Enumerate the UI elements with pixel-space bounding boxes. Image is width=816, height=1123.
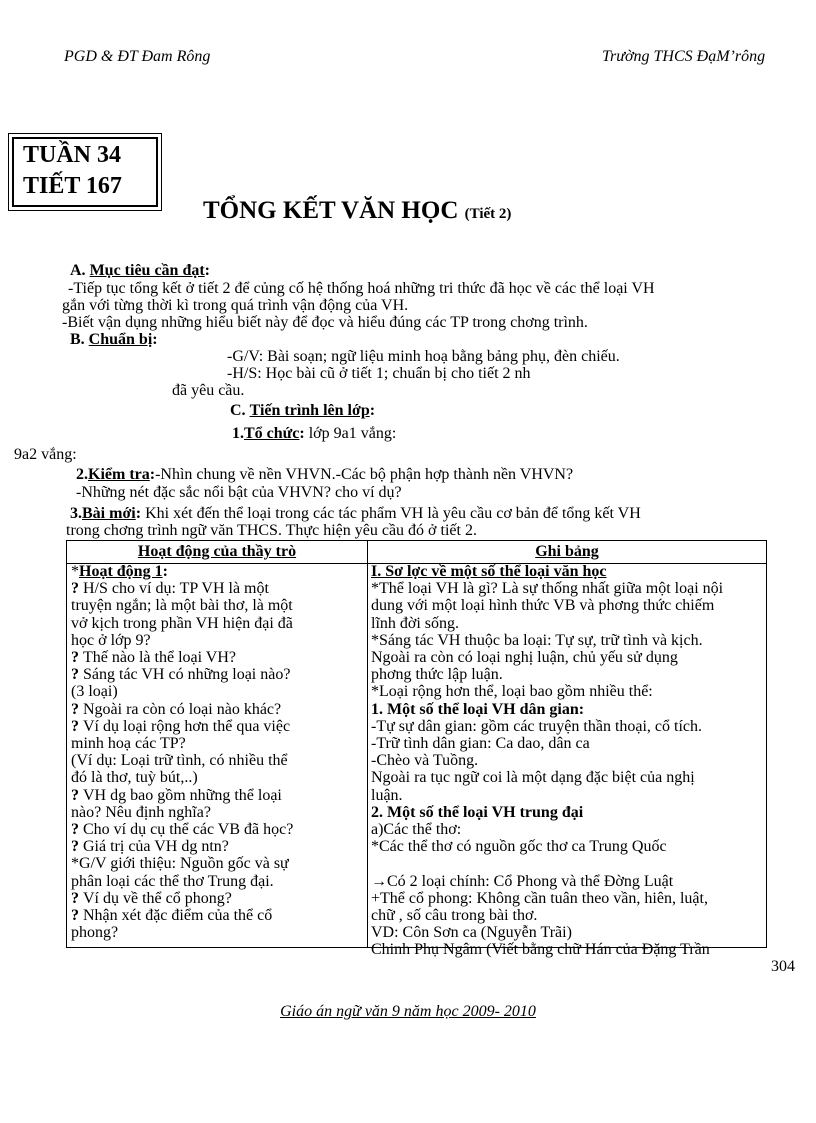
left-line: vở kịch trong phần VH hiện đại đã: [71, 614, 293, 632]
right-line: phơng thức lập luận.: [371, 666, 503, 684]
week-label: TUẦN 34: [23, 142, 122, 168]
right-line: [371, 855, 763, 872]
left-line: (Ví dụ: Loại trữ tình, có nhiều thể: [71, 752, 288, 770]
right-line: Ngoài ra còn có loại nghị luận, chủ yếu sử dụng: [371, 649, 678, 667]
left-line: *G/V giới thiệu: Nguồn gốc và sự: [71, 855, 289, 873]
section-a-line: -Biết vận dụng những hiểu biết này để đọc và hiểu đúng các TP trong chơng trình.: [62, 314, 588, 331]
header-left: PGD & ĐT Đam Rông: [64, 48, 211, 65]
right-line: -Tự sự dân gian: gồm các truyện thần thoại, cổ tích.: [371, 717, 703, 735]
lesson-table: [66, 540, 767, 959]
right-line: lĩnh đời sống.: [371, 614, 460, 632]
right-line: Ngoài ra tục ngữ coi là một dạng đặc biệt của nghị: [371, 769, 695, 787]
right-line: a)Các thể thơ:: [371, 821, 462, 839]
step-2-title: Kiểm tra: [88, 466, 150, 483]
right-line: *Sáng tác VH thuộc ba loại: Tự sự, trữ tình và kịch.: [371, 631, 703, 649]
title-main: TỔNG KẾT VĂN HỌC: [203, 197, 459, 224]
right-line: *Thể loại VH là gì? Là sự thống nhất giữa một loại nội: [371, 580, 724, 598]
left-line: phân loại các thể thơ Trung đại.: [71, 872, 274, 890]
table-left-header: Hoạt động của thầy trò: [137, 543, 297, 560]
left-line: ? Nhận xét đặc điểm của thể cổ: [71, 907, 273, 925]
left-line: nào? Nêu định nghĩa?: [71, 803, 211, 821]
table-right-column: [371, 541, 763, 959]
section-c-heading: C. Tiến trình lên lớp:: [230, 402, 376, 419]
lesson-label: TIẾT 167: [23, 173, 122, 199]
page-number: 304: [771, 958, 795, 975]
table-divider: [367, 541, 368, 947]
section-b-title: Chuẩn bị: [88, 331, 153, 348]
right-line: →Có 2 loại chính: Cổ Phong và thể Đờng Luật: [371, 872, 674, 890]
right-line: 1. Một số thể loại VH dân gian:: [371, 700, 585, 718]
left-line: ? Sáng tác VH có những loại nào?: [71, 666, 291, 684]
section-a-line: -Tiếp tục tổng kết ở tiết 2 để củng cố hệ thống hoá những tri thức đã học về các thể loại VH: [68, 280, 655, 297]
right-line: dung với một loại hình thức VB và phơng thức chiếm: [371, 597, 715, 615]
header-right: Trường THCS ĐạM’rông: [602, 48, 766, 65]
section-a-heading: A. Mục tiêu cần đạt:: [70, 262, 210, 279]
left-line: ? Ví dụ loại rộng hơn thể qua việc: [71, 717, 291, 735]
step-1: 1.Tổ chức: lớp 9a1 vắng:: [232, 425, 397, 442]
section-b-line: -H/S: Học bài cũ ở tiết 1; chuẩn bị cho tiết 2 nh: [227, 365, 531, 382]
step-1-title: Tổ chức: [244, 425, 300, 442]
step-3: 3.Bài mới: Khi xét đến thể loại trong các tác phẩm VH là yêu cầu cơ bản để tổng kết VH: [70, 505, 641, 522]
week-box: [8, 133, 162, 211]
week-box-inner: [12, 137, 158, 207]
right-line: *Các thể thơ có nguồn gốc thơ ca Trung Quốc: [371, 838, 667, 856]
right-line: chữ , số câu trong bài thơ.: [371, 907, 538, 925]
right-line: VD: Côn Sơn ca (Nguyễn Trãi): [371, 924, 572, 942]
right-line: -Chèo và Tuồng.: [371, 752, 479, 770]
right-line: luận.: [371, 786, 403, 804]
right-line: -Trữ tình dân gian: Ca dao, dân ca: [371, 735, 590, 753]
step-3-line: trong chơng trình ngữ văn THCS. Thực hiện yêu cầu đó ở tiết 2.: [66, 522, 477, 539]
left-line: đó là thơ, tuỳ bút,..): [71, 769, 198, 787]
step-3-title: Bài mới: [82, 505, 136, 522]
page-title: [203, 197, 511, 225]
right-line: +Thể cổ phong: Không cần tuân theo vần, hiên, luật,: [371, 889, 708, 907]
table-right-header: Ghi bảng: [535, 543, 599, 560]
left-line: ? Thế nào là thể loại VH?: [71, 649, 236, 667]
section-a-title: Mục tiêu cần đạt: [89, 262, 205, 279]
right-line: *Loại rộng hơn thể, loại bao gồm nhiều thể:: [371, 683, 653, 701]
section-b-line: -G/V: Bài soạn; ngữ liệu minh hoạ bằng bảng phụ, đèn chiếu.: [227, 348, 620, 365]
section-c-title: Tiến trình lên lớp: [249, 402, 370, 419]
left-line: *Hoạt động 1:: [71, 563, 168, 580]
right-line: I. Sơ lợc về một số thể loại văn học: [371, 563, 607, 580]
left-line: minh hoạ các TP?: [71, 735, 186, 753]
left-line: ? Giá trị của VH dg ntn?: [71, 838, 229, 856]
right-line: 2. Một số thể loại VH trung đại: [371, 803, 584, 821]
left-line: truyện ngắn; là một bài thơ, là một: [71, 597, 293, 615]
section-b-heading: B. Chuẩn bị:: [70, 331, 158, 348]
left-line: ? H/S cho ví dụ: TP VH là một: [71, 580, 269, 598]
left-line: học ở lớp 9?: [71, 631, 151, 649]
left-line: phong?: [71, 924, 119, 942]
right-line: Chinh Phụ Ngâm (Viết bằng chữ Hán của Đặng Trần: [371, 941, 710, 959]
title-sub: (Tiết 2): [464, 206, 512, 222]
left-line: ? Ngoài ra còn có loại nào khác?: [71, 700, 282, 718]
step-2-line: -Những nét đặc sắc nổi bật của VHVN? cho ví dụ?: [76, 484, 402, 501]
step-2: 2.Kiểm tra:-Nhìn chung về nền VHVN.-Các bộ phận hợp thành nền VHVN?: [76, 466, 574, 483]
section-b-line: đã yêu cầu.: [172, 382, 245, 399]
footer: Giáo án ngữ văn 9 năm học 2009- 2010: [280, 1003, 536, 1020]
section-a-line: gắn với từng thời kì trong quá trình vận động của VH.: [62, 297, 409, 314]
left-line: ? Cho ví dụ cụ thể các VB đã học?: [71, 821, 294, 839]
table-left-column: [71, 541, 363, 941]
left-line: ? Ví dụ về thể cổ phong?: [71, 889, 232, 907]
left-line: ? VH dg bao gồm những thể loại: [71, 786, 282, 804]
left-line: (3 loại): [71, 683, 118, 701]
step-1-cont: 9a2 vắng:: [14, 446, 77, 463]
